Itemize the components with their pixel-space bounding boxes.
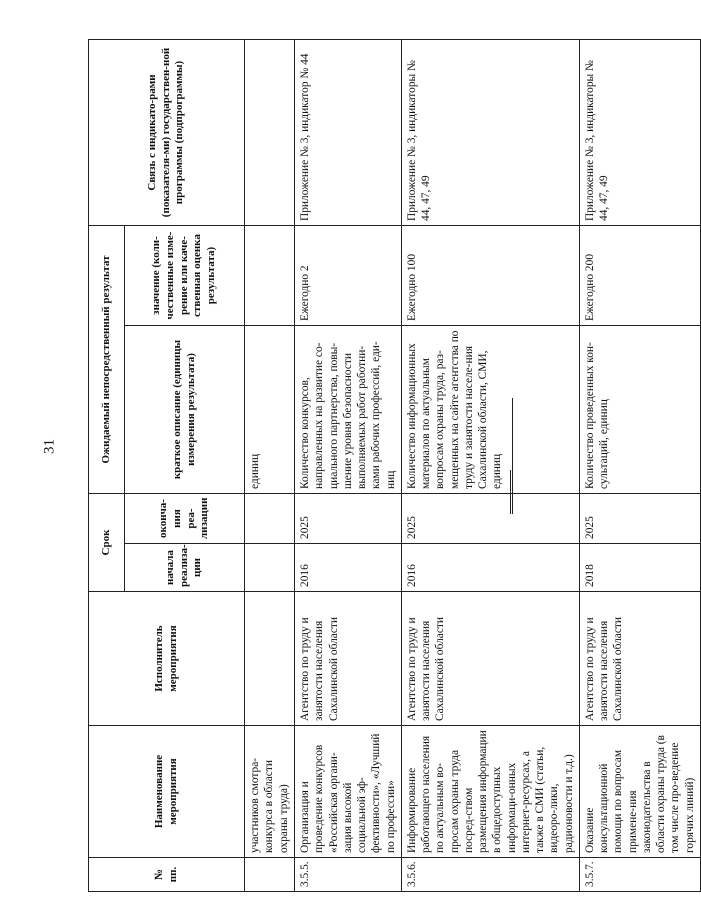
cell-executor: Агентство по труду и занятости населения Сахалинской области [579,592,700,726]
cell-end: 2025 [401,494,579,544]
cell-value [245,226,295,326]
header-term: Срок [89,494,125,592]
header-expected: Ожидаемый непосредственный результат [89,226,125,494]
cell-value: Ежегодно 100 [401,226,579,326]
header-row-top [89,40,125,892]
cell-value: Ежегодно 2 [295,226,402,326]
header-term-start: начала реализа-ции [125,544,245,592]
cell-executor [245,592,295,726]
cell-desc: Количество информационных материалов по актуальным вопросам охраны труда, раз-мещенных на сайте агентства по труду и занятости населе-ния Сахалинской области, СМИ, единиц [401,326,579,494]
cell-end: 2025 [579,494,700,544]
header-num: № пп. [89,858,245,892]
cell-name: Информирование работающего населения по актуальным во-просам охраны труда посред-ством размещения информации в общедоступных информаци-онных интернет-ресурсах, а также в СМИ (статьи, видеоро-лики, радионовости и т.д.) [401,726,579,858]
cell-name: участников смотра-конкурса в области охраны труда) [245,726,295,858]
cell-desc: единиц [245,326,295,494]
table-row [579,40,700,892]
table-row [245,40,295,892]
header-value: значение (коли-чественные изме-рение или каче-ственная оценка результата) [125,226,245,326]
cell-start: 2016 [401,544,579,592]
cell-desc: Количество проведенных кон-сультаций, единиц [579,326,700,494]
header-name: Наименование мероприятия [89,726,245,858]
cell-desc: Количество конкурсов, направленных на развитие со-циального партнерства, повы-шение уровня безопасности выполняемых работ работни-ками рабочих профессий, еди-ниц [295,326,402,494]
cell-start: 2016 [295,544,402,592]
cell-start: 2018 [579,544,700,592]
cell-value: Ежегодно 200 [579,226,700,326]
cell-num: 3.5.7. [579,858,700,892]
header-short-desc: краткое описание (единицы измерения результата) [125,326,245,494]
measures-table [88,39,701,892]
cell-name: Оказание консультационной помощи по вопросам примене-ния законодательства в области охраны труда (в том числе про-ведение горячих линий) [579,726,700,858]
cell-end: 2025 [295,494,402,544]
cell-num: 3.5.5. [295,858,402,892]
header-link: Связь с индикато-рами (показателя-ми) государствен-ной программы (подпрограммы) [89,40,245,226]
cell-start [245,544,295,592]
cell-num [245,858,295,892]
cell-link: Приложение № 3, индикатор № 44 [295,40,402,226]
cell-link: Приложение № 3, индикаторы № 44, 47, 49 [579,40,700,226]
cell-executor: Агентство по труду и занятости населения Сахалинской области [401,592,579,726]
cell-num: 3.5.6. [401,858,579,892]
header-executor: Исполнитель мероприятия [89,592,245,726]
cell-executor: Агентство по труду и занятости населения Сахалинской области [295,592,402,726]
cell-name: Организация и проведение конкурсов «Российская органи-зация высокой социальной эф-фективности», «Лучший по профессии» [295,726,402,858]
page-number: 31 [41,439,58,454]
cell-link: Приложение № 3, индикаторы № 44, 47, 49 [401,40,579,226]
header-term-end: оконча-ния реа-лизации [125,494,245,544]
table-row [401,40,579,892]
cell-end [245,494,295,544]
rotated-table-sheet [88,40,696,892]
cell-link [245,40,295,226]
table-row [295,40,402,892]
